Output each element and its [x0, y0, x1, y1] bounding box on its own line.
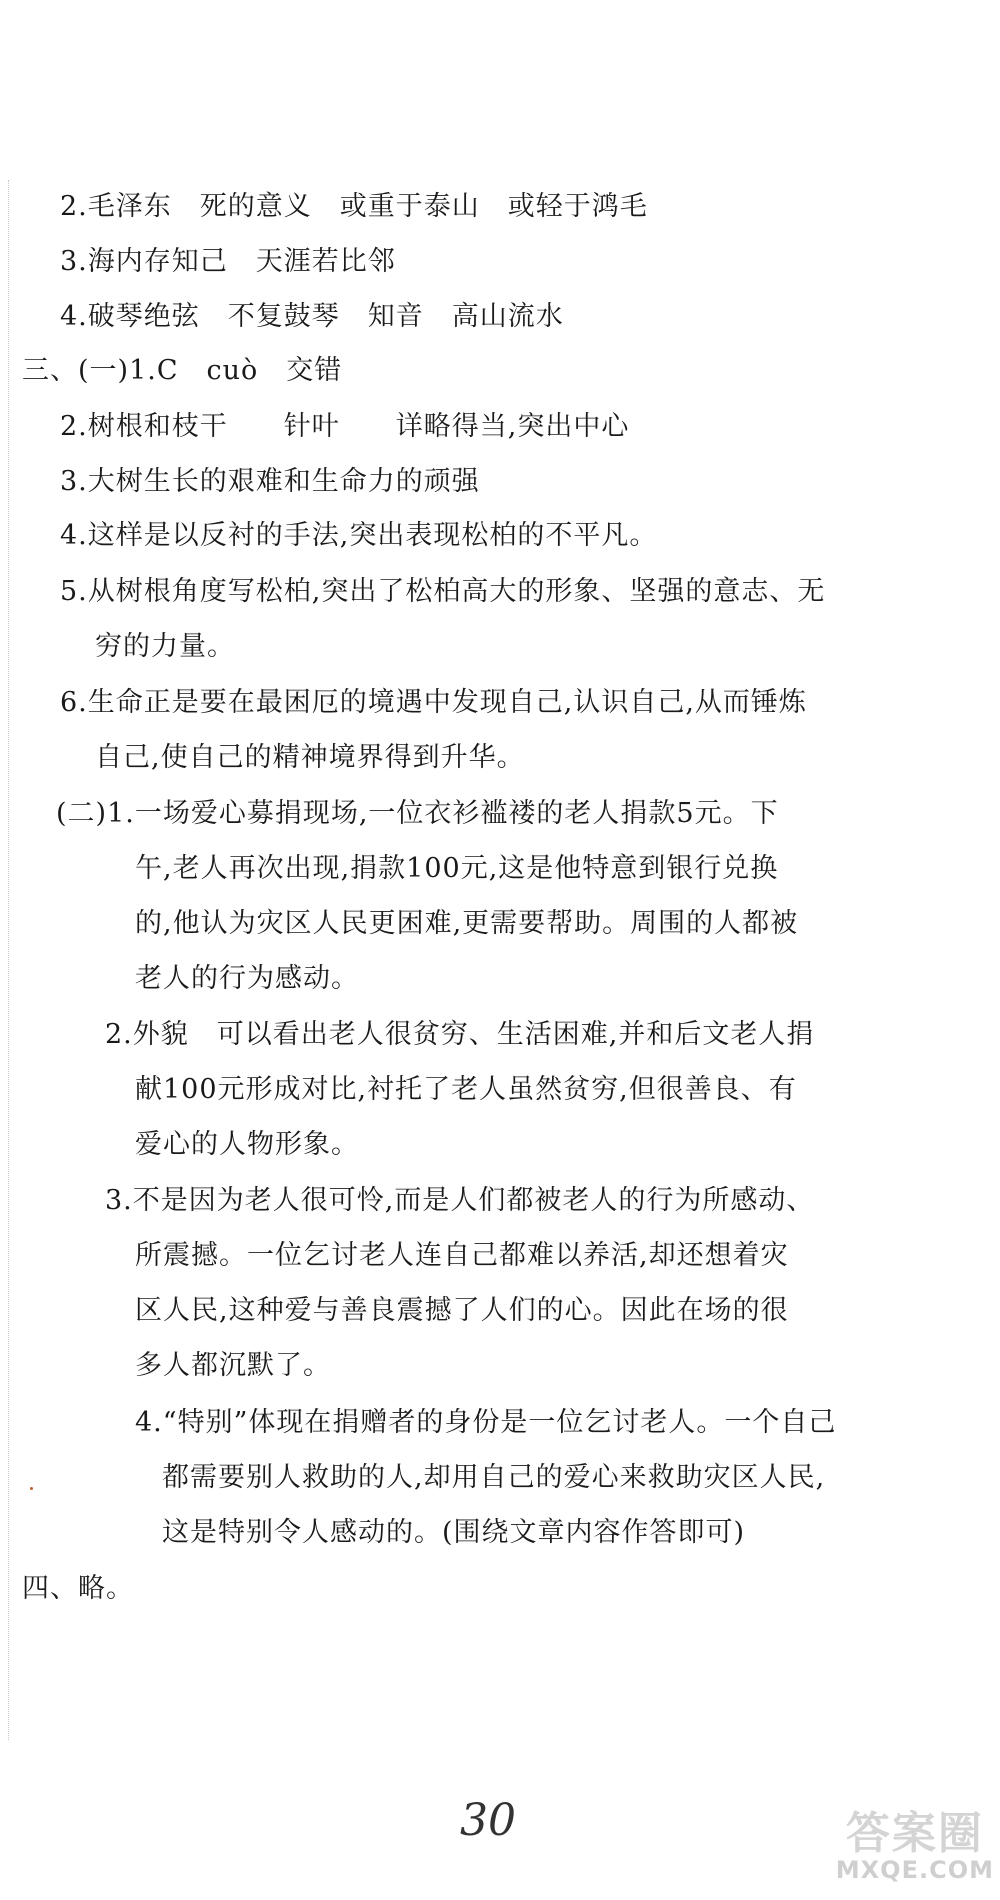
answer-line: 区人民,这种爱与善良震撼了人们的心。因此在场的很: [135, 1295, 789, 1326]
answer-line: 献100元形成对比,衬托了老人虽然贫穷,但很善良、有: [135, 1074, 797, 1105]
answer-line: 都需要别人救助的人,却用自己的爱心来救助灾区人民,: [162, 1462, 826, 1493]
answer-line: 4.这样是以反衬的手法,突出表现松柏的不平凡。: [60, 520, 658, 551]
answer-line: 5.从树根角度写松柏,突出了松柏高大的形象、坚强的意志、无: [60, 576, 826, 607]
margin-guide-line: [8, 180, 9, 1740]
answer-line: 爱心的人物形象。: [135, 1129, 359, 1160]
answer-line: 多人都沉默了。: [135, 1350, 331, 1381]
section-heading: 四、略。: [22, 1573, 134, 1604]
answer-line: 3.海内存知己 天涯若比邻: [60, 246, 396, 277]
watermark: [835, 1808, 994, 1884]
answer-line: 6.生命正是要在最困厄的境遇中发现自己,认识自己,从而锤炼: [60, 687, 807, 718]
answer-line: 4.破琴绝弦 不复鼓琴 知音 高山流水: [60, 301, 564, 332]
answer-line: 2.外貌 可以看出老人很贫穷、生活困难,并和后文老人捐: [105, 1019, 815, 1050]
watermark-url: MXQE.COM: [835, 1856, 994, 1884]
answer-line: 2.毛泽东 死的意义 或重于泰山 或轻于鸿毛: [60, 191, 648, 222]
answer-line: 自己,使自己的精神境界得到升华。: [95, 742, 525, 773]
watermark-logo: 答案圈: [845, 1808, 984, 1859]
section-heading: 三、(一)1.C cuò 交错: [22, 355, 343, 386]
answer-line: 这是特别令人感动的。(围绕文章内容作答即可): [162, 1517, 746, 1548]
answer-line: 的,他认为灾区人民更困难,更需要帮助。周围的人都被: [135, 908, 799, 939]
answer-line: 2.树根和枝干 针叶 详略得当,突出中心: [60, 411, 630, 442]
answer-line: 4.“特别”体现在捐赠者的身份是一位乞讨老人。一个自己: [135, 1407, 837, 1438]
answer-line: 所震撼。一位乞讨老人连自己都难以养活,却还想着灾: [135, 1240, 789, 1271]
answer-line: 午,老人再次出现,捐款100元,这是他特意到银行兑换: [135, 853, 779, 884]
answer-line: 老人的行为感动。: [135, 963, 359, 994]
section-heading: (二)1.一场爱心募捐现场,一位衣衫褴褛的老人捐款5元。下: [56, 798, 779, 829]
answer-line: 3.大树生长的艰难和生命力的顽强: [60, 466, 480, 497]
ink-speck: [30, 1487, 33, 1490]
answer-line: 穷的力量。: [95, 631, 235, 662]
page-number: 30: [460, 1795, 516, 1846]
answer-line: 3.不是因为老人很可怜,而是人们都被老人的行为所感动、: [105, 1185, 815, 1216]
